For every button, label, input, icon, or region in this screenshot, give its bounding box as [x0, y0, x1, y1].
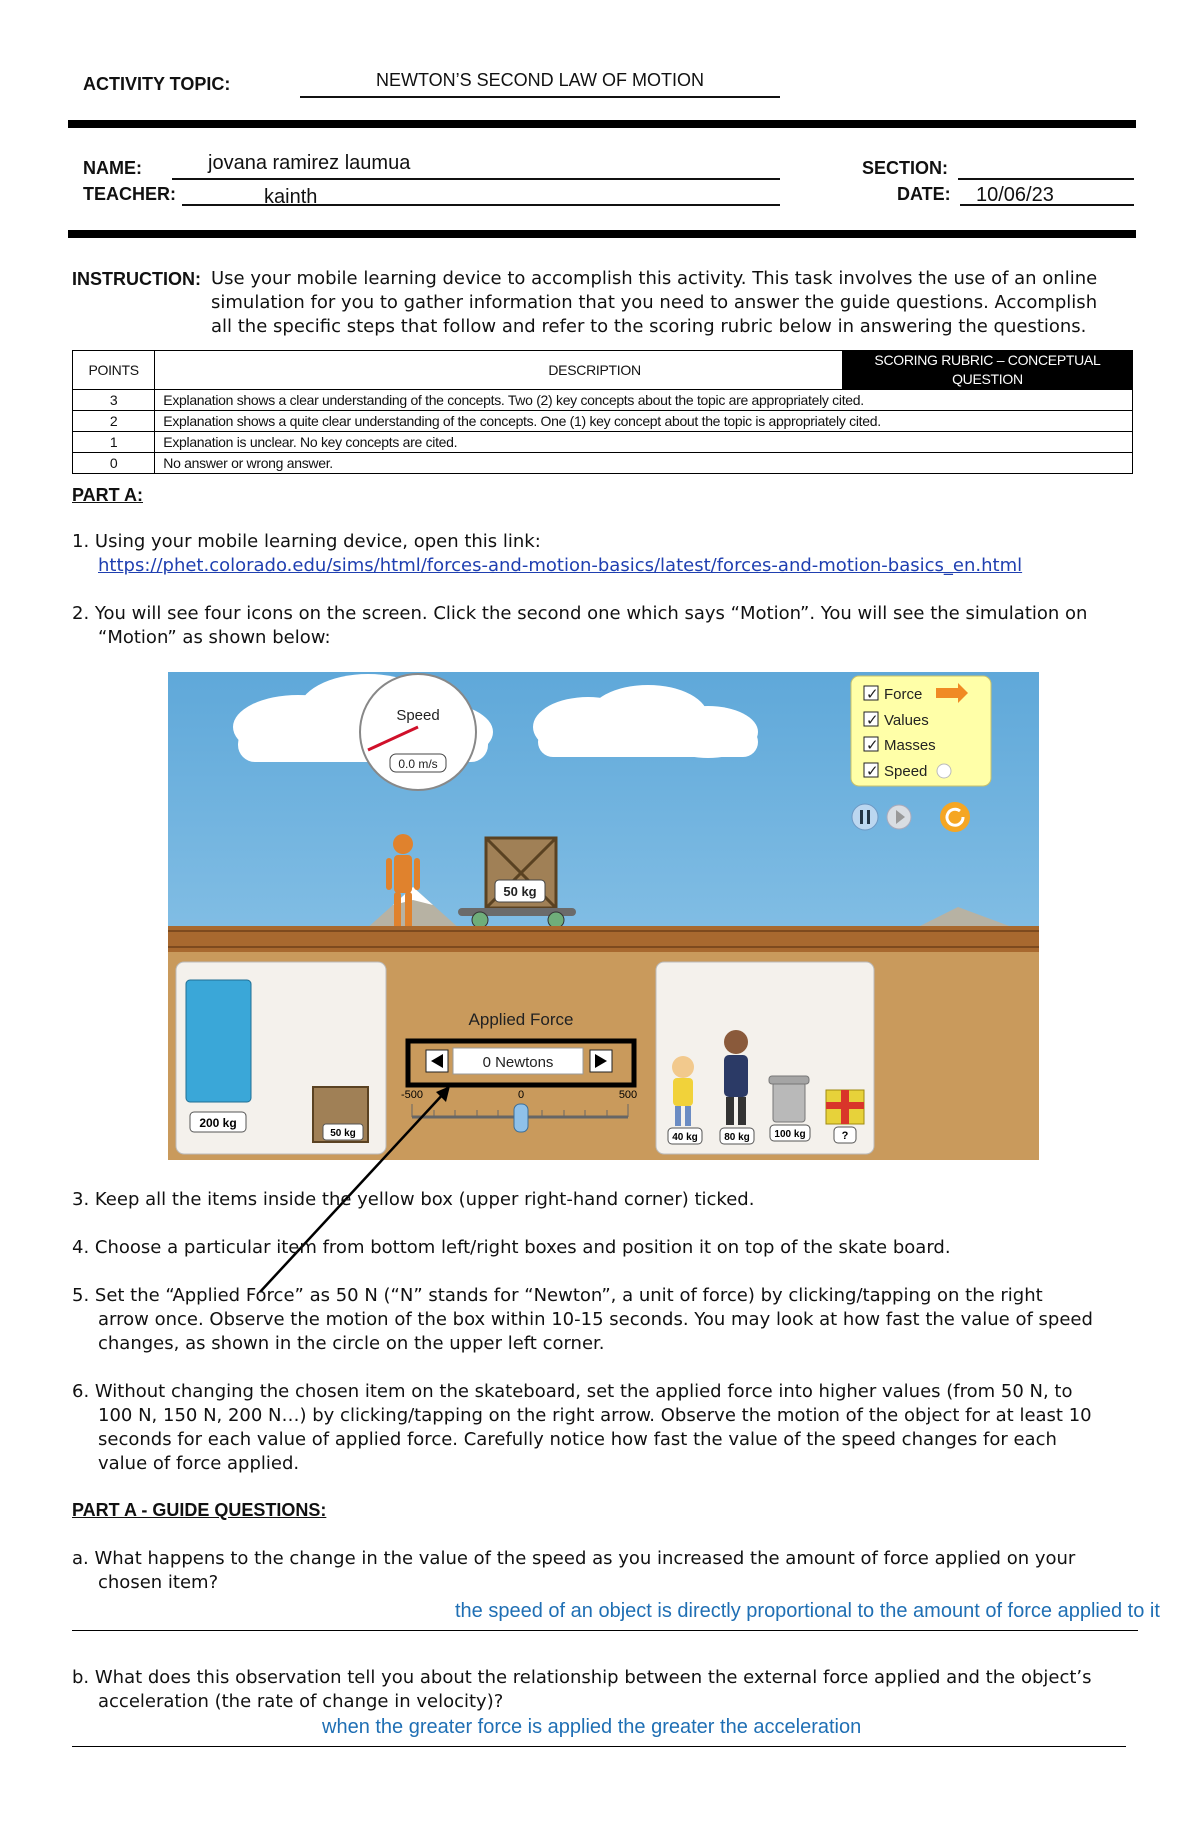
applied-force-label: Applied Force: [468, 1010, 574, 1029]
rubric-row: [73, 453, 1133, 474]
step-6: 6. Without changing the chosen item on the skateboard, set the applied force into higher values (from 50 N, to 100 N, 150 N, 200 N…) by clicking/tapping on the right arrow. Observe the motion of the object for at least 10 seconds for each value of applied force. Carefully notice how fast the value of the speed changes for each value of force applied.: [72, 1381, 1092, 1474]
item-mass: 80 kg: [724, 1132, 750, 1143]
instruction-text: Use your mobile learning device to accomplish this activity. This task involves the use of an online simulation for you to gather information that you need to answer the guide questions. Accomplish all the specific steps that follow and refer to the scoring rubric below in answering the questions.: [211, 268, 1098, 337]
rubric-points: 0: [73, 453, 155, 474]
answer-b: when the greater force is applied the greater the acceleration: [322, 1716, 862, 1738]
scoring-rubric-table: [72, 350, 1133, 474]
pause-icon-bar: [867, 810, 870, 824]
slider-mid: 0: [517, 1089, 525, 1101]
reset-button[interactable]: [940, 802, 970, 832]
rubric-points: 1: [73, 432, 155, 453]
item-mass: 200 kg: [199, 1116, 237, 1130]
guide-questions-heading: PART A - GUIDE QUESTIONS:: [72, 1500, 327, 1520]
teacher-label: TEACHER:: [83, 184, 176, 204]
step-3: 3. Keep all the items inside the yellow box (upper right-hand corner) ticked.: [72, 1189, 755, 1210]
date-field[interactable]: [960, 178, 1134, 206]
mystery-gift[interactable]: [826, 1090, 864, 1124]
rubric-description: Explanation shows a clear understanding of the concepts. Two (2) key concepts about the topic are appropriately cited.: [155, 390, 1133, 411]
rubric-points: 2: [73, 411, 155, 432]
item-mass: 40 kg: [672, 1132, 698, 1143]
check-icon: ✓: [866, 737, 879, 754]
rubric-col-description: DESCRIPTION: [155, 351, 843, 390]
teacher-value: kainth: [264, 186, 318, 208]
trash-can[interactable]: [769, 1076, 809, 1122]
name-value: jovana ramirez laumua: [208, 152, 411, 174]
top-divider: [68, 120, 1136, 128]
item-mass: ?: [841, 1130, 849, 1142]
speed-value: 0.0 m/s: [398, 757, 438, 771]
crate-mass: 50 kg: [503, 884, 537, 899]
answer-a-field[interactable]: [72, 1600, 1160, 1631]
rubric-row: [73, 411, 1133, 432]
force-slider-thumb[interactable]: [514, 1104, 528, 1132]
item-mass: 100 kg: [774, 1129, 806, 1140]
checkbox-label: Masses: [884, 737, 936, 754]
instruction-label: INSTRUCTION:: [72, 269, 201, 289]
mini-speedometer-icon: [937, 764, 951, 778]
item-mass: 50 kg: [330, 1128, 356, 1139]
question-b: b. What does this observation tell you about the relationship between the external force applied and the object’s acceleration (the rate of change in velocity)?: [72, 1667, 1092, 1712]
rubric-header-row: [73, 351, 1133, 390]
question-a: a. What happens to the change in the value of the speed as you increased the amount of force applied on your chosen item?: [72, 1548, 1076, 1593]
slider-min: -500: [400, 1089, 424, 1101]
check-icon: ✓: [866, 763, 879, 780]
speed-label: Speed: [396, 707, 440, 724]
topic-value: NEWTON’S SECOND LAW OF MOTION: [375, 70, 704, 90]
speedometer: [360, 674, 476, 790]
name-field[interactable]: [172, 152, 780, 180]
teacher-field[interactable]: [182, 178, 780, 206]
rubric-row: [73, 432, 1133, 453]
name-label: NAME:: [83, 158, 142, 178]
bottom-divider: [68, 230, 1136, 238]
step-5: 5. Set the “Applied Force” as 50 N (“N” stands for “Newton”, a unit of force) by clicking/tapping on the right arrow once. Observe the motion of the box within 10-15 seconds. You may look at how fast the value of speed changes, as shown in the circle on the upper left corner.: [72, 1285, 1093, 1354]
part-a-heading: PART A:: [72, 485, 143, 505]
rubric-description: Explanation is unclear. No key concepts are cited.: [155, 432, 1133, 453]
wheel: [548, 912, 564, 928]
fridge[interactable]: [186, 980, 251, 1102]
brick-row: [168, 926, 1039, 952]
rubric-title: SCORING RUBRIC – CONCEPTUAL QUESTION: [842, 351, 1132, 390]
topic-field[interactable]: [300, 70, 780, 98]
step-1: 1. Using your mobile learning device, open this link:: [72, 531, 541, 552]
wheel: [472, 912, 488, 928]
topic-label: ACTIVITY TOPIC:: [83, 74, 231, 94]
check-icon: ✓: [866, 686, 879, 703]
answer-b-field[interactable]: [72, 1716, 1126, 1747]
pause-icon: [860, 810, 863, 824]
step-2: 2. You will see four icons on the screen. Click the second one which says “Motion”. You will see the simulation on “Motion” as shown below:: [72, 603, 1088, 648]
section-label: SECTION:: [862, 158, 949, 178]
phet-link[interactable]: https://phet.colorado.edu/sims/html/forces-and-motion-basics/latest/forces-and-motion-basics_en.html: [98, 555, 1023, 576]
section-field[interactable]: [958, 152, 1134, 180]
checkbox-label: Speed: [884, 763, 928, 780]
checkbox-label: Force: [884, 686, 923, 703]
date-label: DATE:: [897, 184, 951, 204]
force-value: 0 Newtons: [482, 1054, 554, 1071]
slider-max: 500: [618, 1089, 638, 1101]
rubric-col-points: POINTS: [73, 351, 155, 390]
rubric-points: 3: [73, 390, 155, 411]
rubric-description: No answer or wrong answer.: [155, 453, 1133, 474]
rubric-row: [73, 390, 1133, 411]
answer-a: the speed of an object is directly proportional to the amount of force applied to it: [455, 1600, 1160, 1622]
date-value: 10/06/23: [976, 184, 1054, 206]
step-4: 4. Choose a particular item from bottom left/right boxes and position it on top of the skate board.: [72, 1237, 951, 1258]
checkbox-label: Values: [884, 712, 929, 729]
check-icon: ✓: [866, 712, 879, 729]
pause-button[interactable]: [852, 804, 878, 830]
rubric-description: Explanation shows a quite clear understanding of the concepts. One (1) key concept about the topic is appropriately cited.: [155, 411, 1133, 432]
